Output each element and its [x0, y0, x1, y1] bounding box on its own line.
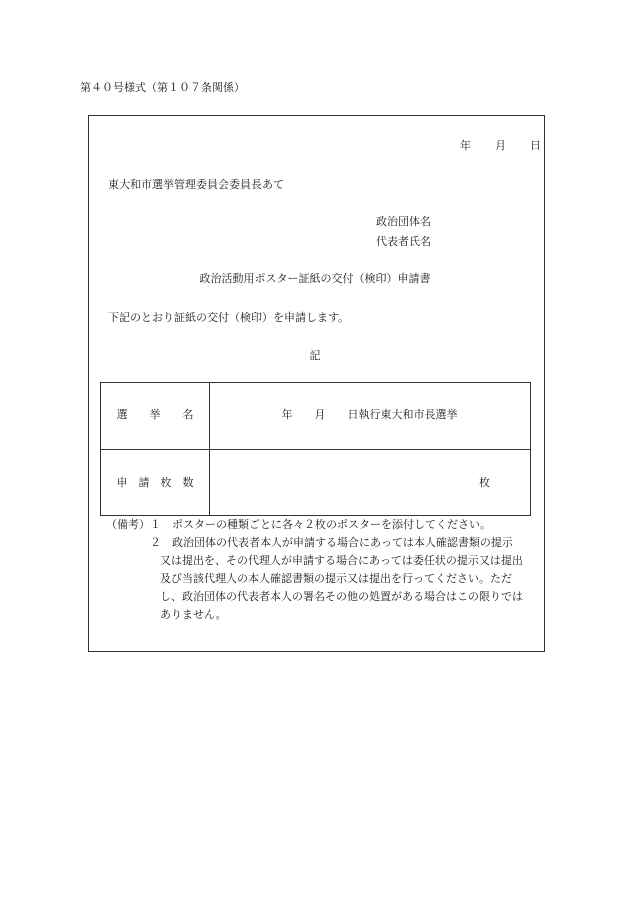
note-line: 又は提出を、その代理人が申請する場合にあっては委任状の提示又は提出	[160, 554, 523, 567]
date-year: 年	[460, 139, 471, 152]
note-line: 政治団体の代表者本人が申請する場合にあっては本人確認書類の提示	[172, 536, 513, 549]
org-name-label: 政治団体名	[376, 215, 431, 228]
date-day: 日	[530, 139, 541, 152]
ki-heading: 記	[309, 349, 321, 362]
addressee: 東大和市選挙管理委員会委員長あて	[108, 178, 284, 191]
table-row-divider	[101, 449, 530, 450]
election-name-value: 年 月 日執行東大和市長選挙	[281, 408, 458, 421]
application-count-label: 申 請 枚 数	[116, 476, 194, 489]
note-text: ポスターの種類ごとに各々２枚のポスターを添付してください。	[172, 518, 491, 531]
note-line: し、政治団体の代表者本人の署名その他の処置がある場合はこの限りでは	[160, 590, 523, 603]
note-number: ２	[150, 536, 161, 549]
date-month: 月	[495, 139, 506, 152]
representative-name-label: 代表者氏名	[376, 235, 431, 248]
form-number: 第４０号様式（第１０７条関係）	[80, 81, 245, 94]
notes-label: （備考）	[106, 518, 150, 531]
date-line	[460, 140, 541, 151]
application-table	[100, 382, 531, 516]
note-number: １	[150, 518, 161, 531]
note-line: ありません。	[160, 608, 227, 621]
request-text: 下記のとおり証紙の交付（検印）を申請します。	[108, 311, 350, 324]
election-name-label: 選 挙 名	[116, 408, 194, 421]
application-count-unit: 枚	[479, 476, 490, 489]
document-title: 政治活動用ポスター証紙の交付（検印）申請書	[199, 272, 431, 285]
note-line: 及び当該代理人の本人確認書類の提示又は提出を行ってください。ただ	[160, 572, 512, 585]
